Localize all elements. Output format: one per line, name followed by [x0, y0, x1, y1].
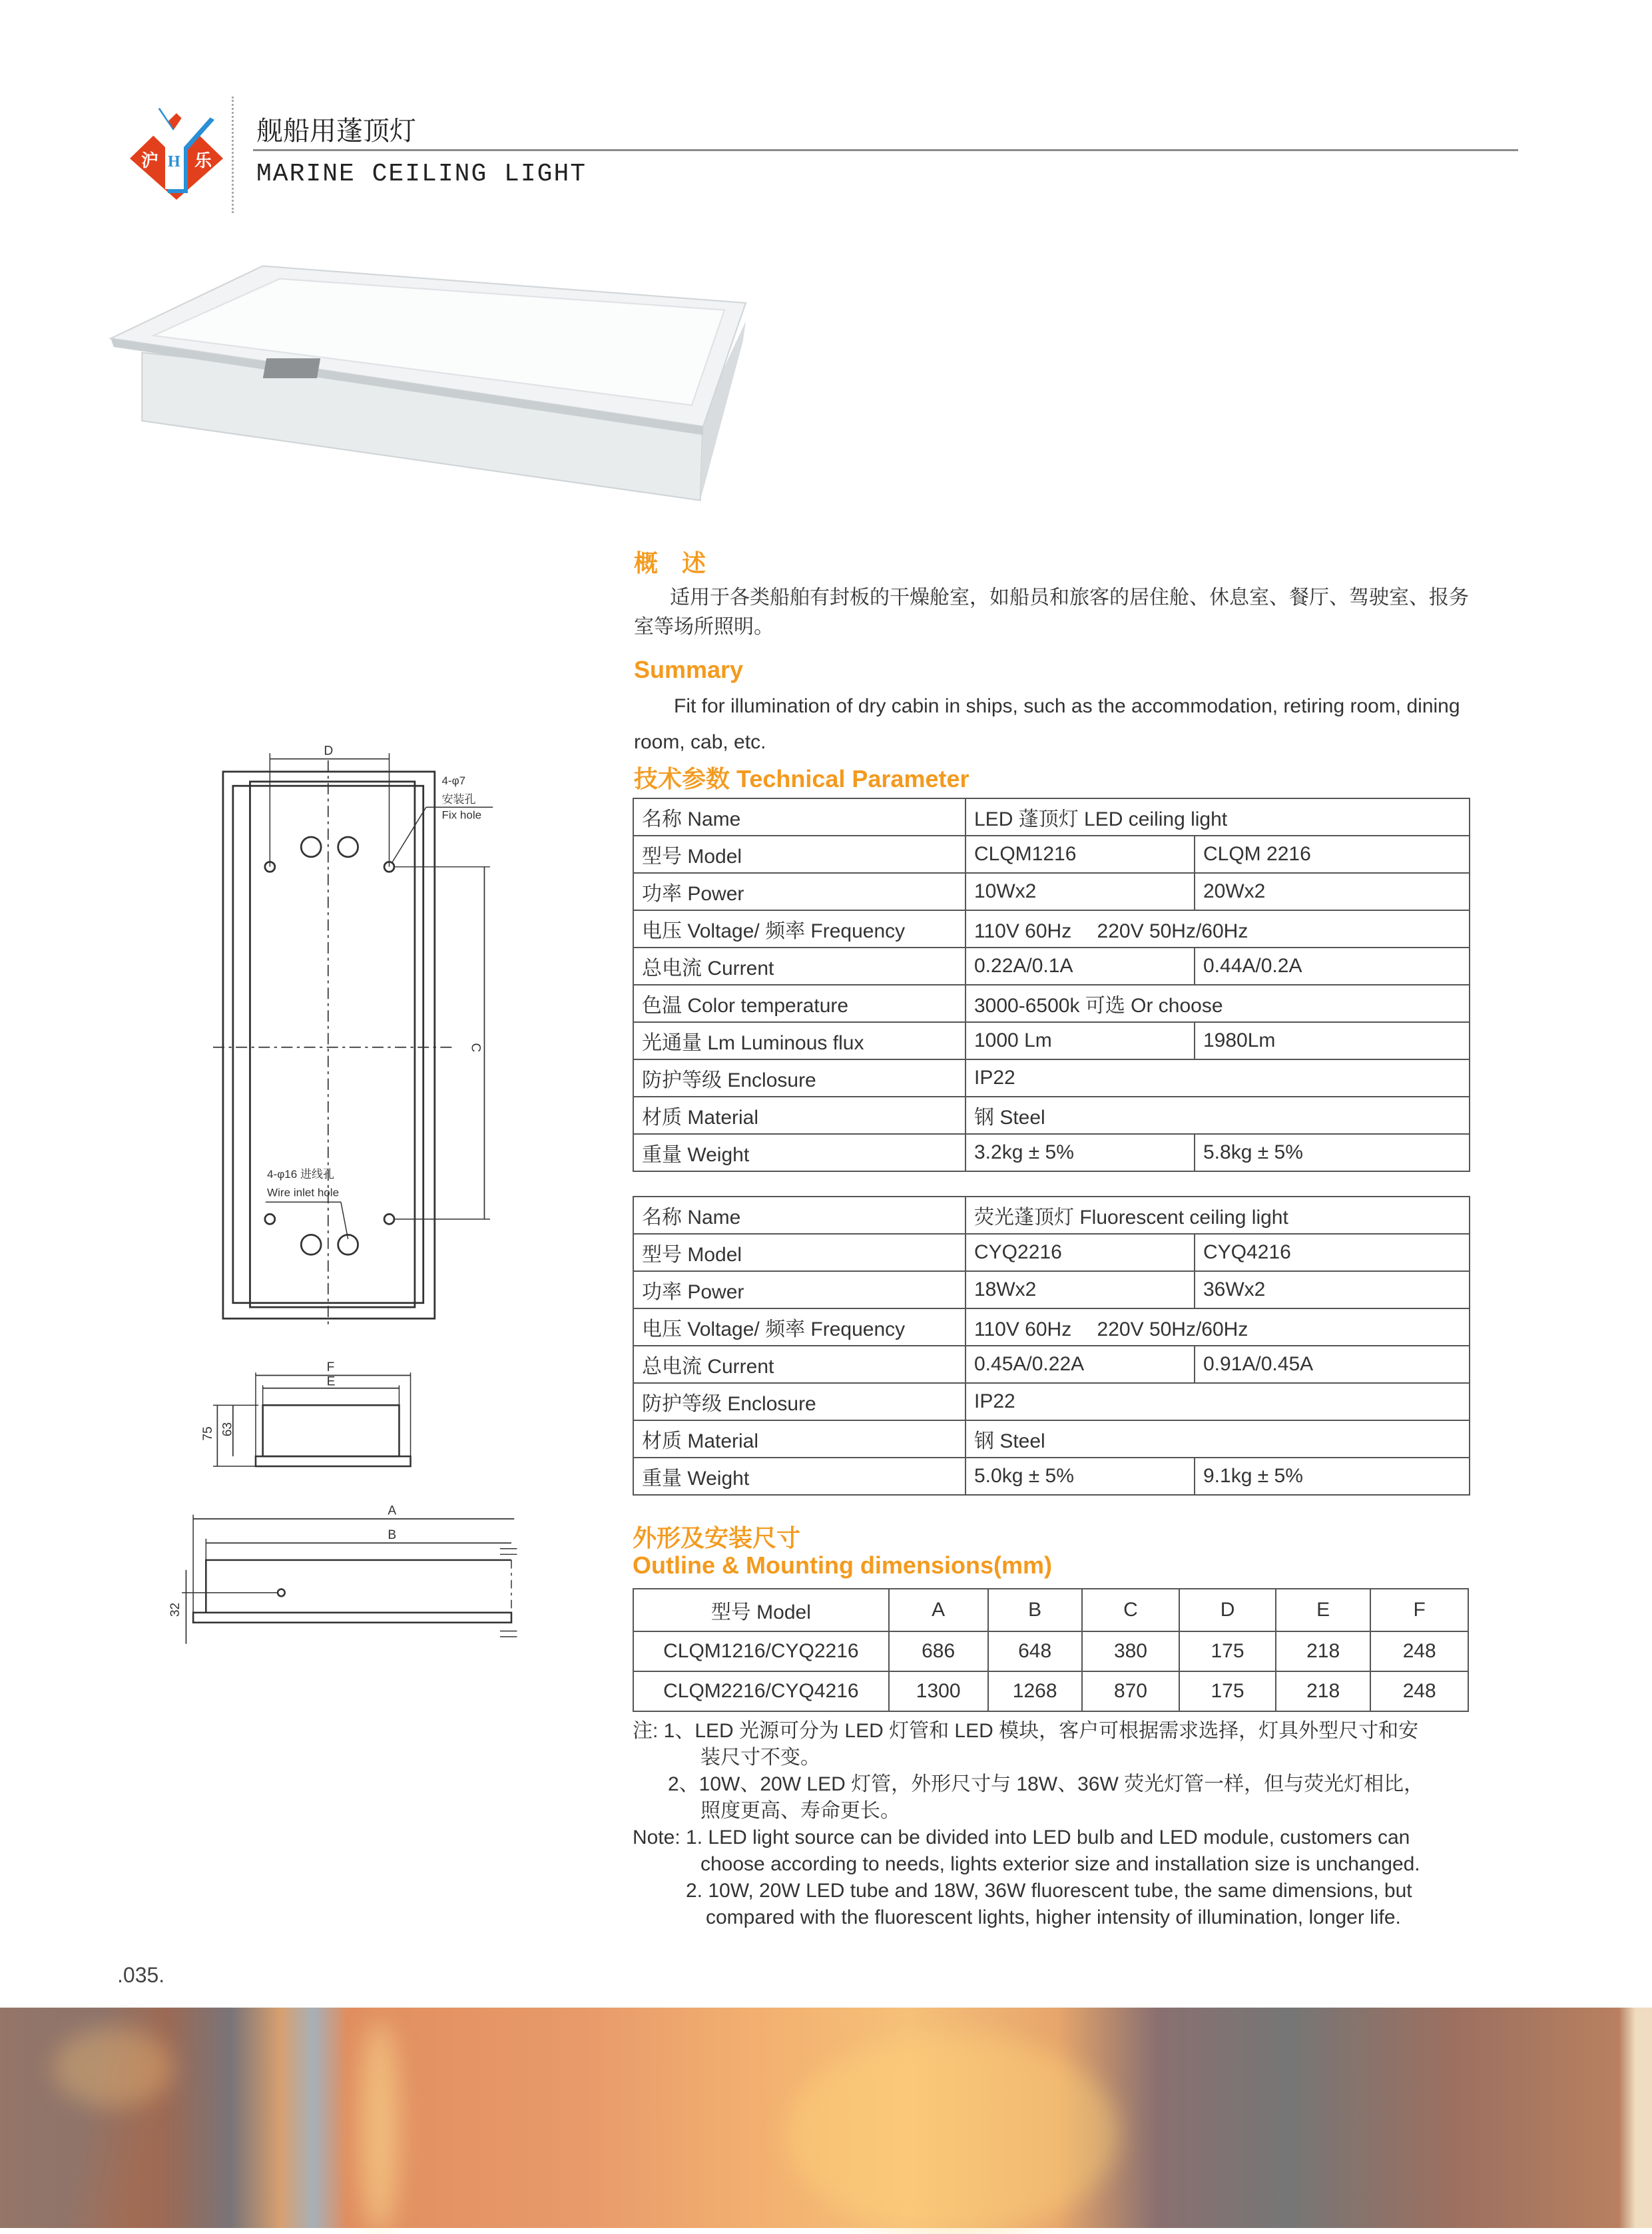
fix-hole-en: Fix hole [441, 808, 482, 822]
table-row [633, 1631, 1468, 1671]
dimension-cell: 248 [1370, 1671, 1468, 1711]
note-en-1-cont: choose according to needs, lights exterior size and installation size is unchanged. [700, 1853, 1420, 1875]
param-name-cell: 重量 Weight [633, 1458, 965, 1495]
summary-heading-cn: 概 述 [634, 549, 706, 577]
table-row [633, 1671, 1468, 1711]
param-value-cell: 110V 60Hz 220V 50Hz/60Hz [965, 910, 1470, 948]
dimensions-heading-cn: 外形及安装尺寸 [633, 1524, 801, 1551]
dimension-cell: 1300 [889, 1671, 988, 1711]
column-header: 型号 Model [633, 1589, 889, 1631]
product-photo [111, 266, 746, 500]
param-value-cell: 20Wx2 [1195, 873, 1470, 910]
param-name-cell: 电压 Voltage/ 频率 Frequency [633, 1308, 965, 1346]
dimension-cell: 248 [1370, 1631, 1468, 1671]
param-value-cell: 5.0kg ± 5% [965, 1458, 1195, 1495]
param-value-cell: 1000 Lm [965, 1022, 1195, 1059]
dimension-cell: 1268 [988, 1671, 1082, 1711]
param-value-cell: LED 蓬顶灯 LED ceiling light [965, 798, 1470, 836]
dimensions-heading-en: Outline & Mounting dimensions(mm) [633, 1551, 1052, 1579]
note-cn-2: 2、10W、20W LED 灯管，外形尺寸与 18W、36W 荧光灯管一样，但与荧光灯相比， [668, 1773, 1424, 1795]
param-value-cell: CLQM1216 [965, 836, 1195, 873]
table-row [633, 1458, 1470, 1495]
dim-label-32: 32 [168, 1602, 182, 1617]
table-row [633, 1234, 1470, 1271]
param-name-cell: 名称 Name [633, 798, 965, 836]
param-value-cell: 18Wx2 [965, 1271, 1195, 1308]
table-row [633, 985, 1470, 1022]
param-name-cell: 光通量 Lm Luminous flux [633, 1022, 965, 1059]
param-value-cell: 0.22A/0.1A [965, 948, 1195, 985]
column-header: C [1082, 1589, 1180, 1631]
param-value-cell: 1980Lm [1195, 1022, 1470, 1059]
param-name-cell: 防护等级 Enclosure [633, 1059, 965, 1097]
svg-text:H: H [168, 153, 180, 170]
table-header-row [633, 1589, 1468, 1631]
table-row [633, 910, 1470, 948]
dim-label-c: C [468, 1043, 483, 1053]
table-row [633, 1059, 1470, 1097]
column-header: E [1276, 1589, 1371, 1631]
table-row [633, 1134, 1470, 1171]
dimension-cell: 648 [988, 1631, 1082, 1671]
param-name-cell: 总电流 Current [633, 948, 965, 985]
param-value-cell: 0.44A/0.2A [1195, 948, 1470, 985]
end-view-drawing [213, 1372, 411, 1466]
fix-hole-cn: 安装孔 [441, 792, 476, 806]
dimension-cell: 218 [1276, 1631, 1371, 1671]
page-number: .035. [117, 1963, 165, 1987]
page-title-cn: 舰船用蓬顶灯 [256, 117, 416, 146]
param-value-cell: CLQM 2216 [1195, 836, 1470, 873]
dim-label-d: D [324, 744, 334, 758]
dim-label-b: B [388, 1528, 397, 1542]
param-name-cell: 防护等级 Enclosure [633, 1383, 965, 1420]
param-name-cell: 材质 Material [633, 1420, 965, 1458]
table-row [633, 798, 1470, 836]
table-row [633, 873, 1470, 910]
model-cell: CLQM1216/CYQ2216 [633, 1631, 889, 1671]
param-name-cell: 型号 Model [633, 1234, 965, 1271]
param-value-cell: 10Wx2 [965, 873, 1195, 910]
column-header: D [1179, 1589, 1276, 1631]
table-row [633, 1420, 1470, 1458]
table-row [633, 1346, 1470, 1383]
dimension-cell: 686 [889, 1631, 988, 1671]
param-value-cell: 3000-6500k 可选 Or choose [965, 985, 1470, 1022]
note-en-2: 2. 10W, 20W LED tube and 18W, 36W fluorescent tube, the same dimensions, but [686, 1880, 1412, 1902]
summary-heading-en: Summary [634, 656, 744, 683]
wire-hole-en: Wire inlet hole [267, 1186, 340, 1199]
param-name-cell: 重量 Weight [633, 1134, 965, 1171]
column-header: B [988, 1589, 1082, 1631]
note-cn-1-cont: 装尺寸不变。 [700, 1747, 820, 1769]
table-row [633, 1197, 1470, 1234]
param-value-cell: IP22 [965, 1383, 1470, 1420]
param-value-cell: 荧光蓬顶灯 Fluorescent ceiling light [965, 1197, 1470, 1234]
table-row [633, 836, 1470, 873]
param-value-cell: 钢 Steel [965, 1097, 1470, 1134]
table-row [633, 1271, 1470, 1308]
wire-hole-spec: 4-φ16 进线孔 [267, 1167, 335, 1181]
param-name-cell: 总电流 Current [633, 1346, 965, 1383]
dimension-cell: 870 [1082, 1671, 1180, 1711]
dim-label-e: E [326, 1374, 336, 1389]
note-en-2-cont: compared with the fluorescent lights, higher intensity of illumination, longer life. [706, 1906, 1401, 1928]
param-name-cell: 名称 Name [633, 1197, 965, 1234]
side-view-drawing [182, 1515, 517, 1644]
dimensions-table [633, 1588, 1469, 1712]
dimension-cell: 175 [1179, 1671, 1276, 1711]
table-row [633, 948, 1470, 985]
param-name-cell: 型号 Model [633, 836, 965, 873]
param-value-cell: 0.91A/0.45A [1195, 1346, 1470, 1383]
table-row [633, 1097, 1470, 1134]
table-row [633, 1383, 1470, 1420]
param-name-cell: 功率 Power [633, 1271, 965, 1308]
note-cn-1: 注: 1、LED 光源可分为 LED 灯管和 LED 模块，客户可根据需求选择，灯具外型尺寸和安 [633, 1720, 1419, 1742]
note-cn-2-cont: 照度更高、寿命更长。 [700, 1800, 900, 1822]
param-value-cell: CYQ2216 [965, 1234, 1195, 1271]
param-value-cell: 9.1kg ± 5% [1195, 1458, 1470, 1495]
dimension-cell: 175 [1179, 1631, 1276, 1671]
param-name-cell: 电压 Voltage/ 频率 Frequency [633, 910, 965, 948]
column-header: A [889, 1589, 988, 1631]
table-row [633, 1022, 1470, 1059]
dim-label-f: F [326, 1360, 335, 1375]
plan-view-drawing [213, 753, 493, 1328]
dimension-cell: 380 [1082, 1631, 1180, 1671]
param-name-cell: 材质 Material [633, 1097, 965, 1134]
summary-text-en: Fit for illumination of dry cabin in ships, such as the accommodation, retiring room, dining room, cab, etc. [634, 695, 1460, 753]
summary-text-cn: 适用于各类船舶有封板的干燥舱室，如船员和旅客的居住舱、休息室、餐厅、驾驶室、报务室等场所照明。 [634, 587, 1469, 638]
param-value-cell: IP22 [965, 1059, 1470, 1097]
fluorescent-spec-table [633, 1196, 1470, 1496]
dim-label-63: 63 [220, 1422, 235, 1437]
param-value-cell: 0.45A/0.22A [965, 1346, 1195, 1383]
param-value-cell: 钢 Steel [965, 1420, 1470, 1458]
decorative-ship-photo [0, 2008, 1652, 2228]
param-value-cell: 110V 60Hz 220V 50Hz/60Hz [965, 1308, 1470, 1346]
page-title-en: MARINE CEILING LIGHT [256, 160, 587, 188]
param-value-cell: 36Wx2 [1195, 1271, 1470, 1308]
param-value-cell: 3.2kg ± 5% [965, 1134, 1195, 1171]
technical-heading: 技术参数 Technical Parameter [634, 765, 969, 792]
param-name-cell: 色温 Color temperature [633, 985, 965, 1022]
param-name-cell: 功率 Power [633, 873, 965, 910]
svg-text:乐: 乐 [194, 151, 212, 170]
dim-label-75: 75 [200, 1426, 215, 1441]
svg-text:沪: 沪 [141, 151, 159, 170]
param-value-cell: CYQ4216 [1195, 1234, 1470, 1271]
table-row [633, 1308, 1470, 1346]
note-en-1: Note: 1. LED light source can be divided into LED bulb and LED module, customers can [633, 1826, 1410, 1848]
model-cell: CLQM2216/CYQ4216 [633, 1671, 889, 1711]
column-header: F [1370, 1589, 1468, 1631]
param-value-cell: 5.8kg ± 5% [1195, 1134, 1470, 1171]
dimension-cell: 218 [1276, 1671, 1371, 1711]
dim-label-a: A [388, 1504, 397, 1518]
led-spec-table [633, 798, 1470, 1172]
fix-hole-spec: 4-φ7 [441, 774, 466, 788]
